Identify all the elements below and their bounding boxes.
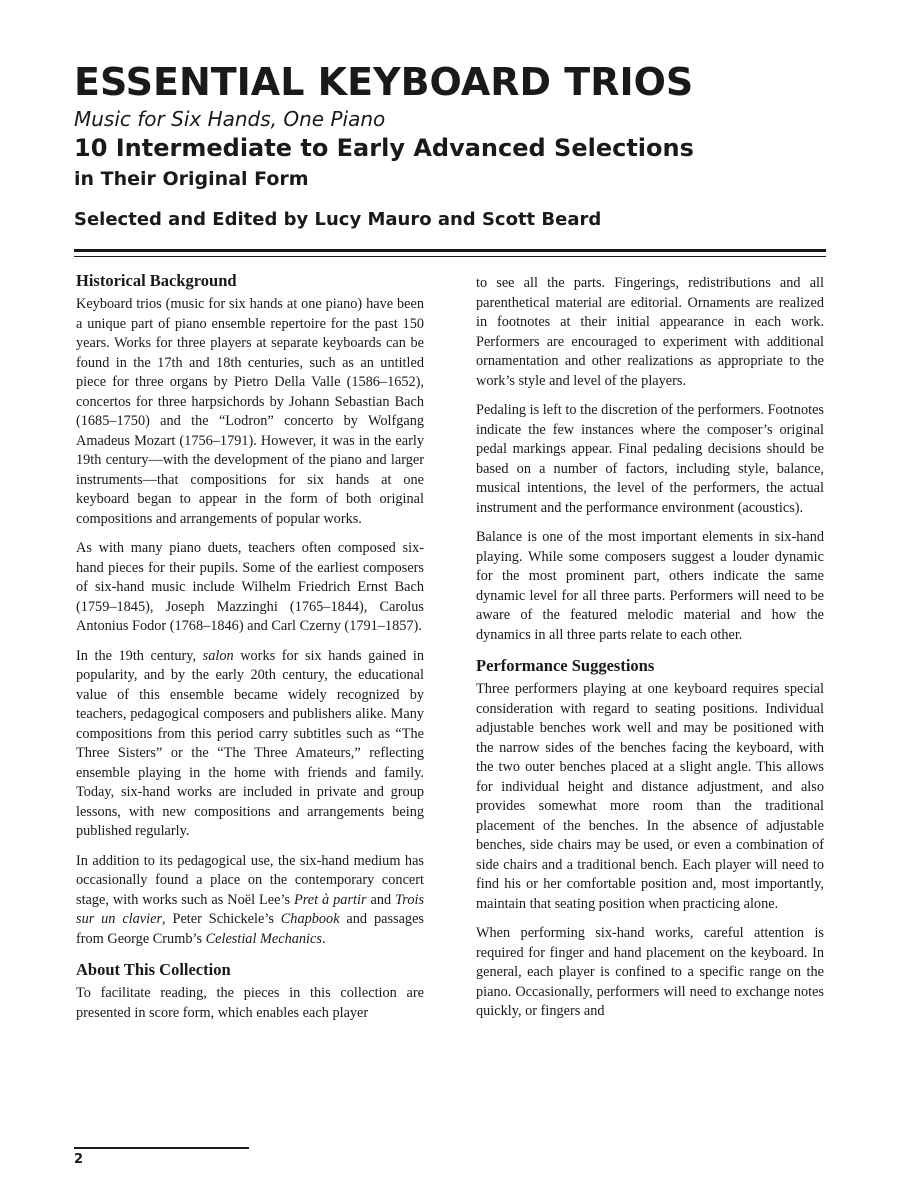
original-form-line: in Their Original Form: [74, 168, 309, 190]
right-column: [476, 274, 824, 1032]
paragraph: to see all the parts. Fingerings, redistributions and all parenthetical material are editorial. Ornaments are realized in footnotes at their initial appearance in each work. Performers are encouraged to experiment with additional ornamentation and other realizations as appropriate to the work’s style and level of the players.: [476, 275, 824, 389]
italic-term: salon: [202, 647, 234, 664]
heading-performance-suggestions: Performance Suggestions: [476, 656, 655, 675]
paragraph: To facilitate reading, the pieces in this collection are presented in score form, which enables each player: [76, 985, 424, 1021]
paragraph: Balance is one of the most important elements in six-hand playing. While some composers suggest a louder dynamic for the most prominent part, others indicate the same dynamic level for all three parts. Performers will need to be aware of the featured melodic material and how the dynamics in all three parts relate to each other.: [476, 529, 824, 643]
page-number: 2: [74, 1152, 84, 1167]
header-rule-thick: [74, 249, 826, 252]
page-header: [74, 60, 834, 232]
text-run: In addition to its pedagogical use, the six-hand medium has occasionally found a place on the contemporary concert stage, with works such as Noël Lee’s: [76, 852, 424, 908]
paragraph: Pedaling is left to the discretion of the performers. Footnotes indicate the few instances where the composer’s original pedal markings appear. Final pedaling decisions should be based on a number of factors, including style, balance, musical intentions, the level of the performers, the actual instrument and the performance environment (acoustics).: [476, 402, 824, 516]
text-run: , Peter Schickele’s: [162, 911, 281, 927]
left-column: [76, 270, 424, 1033]
work-title: Celestial Mechanics: [205, 930, 322, 947]
paragraph: Three performers playing at one keyboard requires special consideration with regard to seating positions. Individual adjustable benches work well and may be positioned with the narrow sides of the benches facing the keyboard, with the two outer benches placed at a slight angle. This allows for individual height and distance adjustment, and also provides somewhat more room than the traditional placement of the benches. In the absence of adjustable benches, side chairs may be used, or even a combination of side chairs and a traditional bench. Each player will need to find his or her comfortable position and, most importantly, maintain that seating position when practicing alone.: [476, 681, 824, 912]
header-rule-thin: [74, 256, 826, 257]
paragraph: As with many piano duets, teachers often composed six-hand pieces for their pupils. Some of the earliest composers of six-hand music include Wilhelm Friedrich Ernst Bach (1759–1845), Joseph Mazzinghi (1765–1844), Carolus Antonius Fodor (1768–1846) and Carl Czerny (1791–1857).: [76, 540, 424, 634]
work-title: Trois sur un clavier: [76, 891, 425, 927]
footer-rule: [74, 1147, 249, 1149]
text-run: In the 19th century,: [76, 647, 203, 664]
paragraph: [76, 852, 424, 950]
book-subtitle: Music for Six Hands, One Piano: [74, 107, 386, 131]
text-run: and passages from George Crumb’s: [76, 911, 424, 947]
book-title: ESSENTIAL KEYBOARD TRIOS: [74, 60, 694, 104]
heading-historical-background: Historical Background: [76, 271, 237, 290]
heading-about-collection: About This Collection: [76, 960, 231, 979]
editors-credit: Selected and Edited by Lucy Mauro and Scott Beard: [74, 209, 602, 230]
selections-line: 10 Intermediate to Early Advanced Selections: [74, 134, 694, 162]
work-title: Chapbook: [280, 911, 340, 927]
paragraph: [76, 647, 424, 842]
text-run: and: [366, 891, 396, 908]
paragraph: When performing six-hand works, careful attention is required for finger and hand placement on the keyboard. In general, each player is confined to a specific range on the piano. Occasionally, performers will need to exchange notes quickly, or fingers and: [476, 925, 824, 1019]
paragraph: Keyboard trios (music for six hands at one piano) have been a unique part of piano ensemble repertoire for the past 150 years. Works for three players at separate keyboards can be found in the 17th and 18th centuries, such as an untitled piece for three organs by Pietro Della Valle (1586–1652), concertos for three harpsichords by Johann Sebastian Bach (1685–1750) and the “Lodron” concerto by Wolfgang Amadeus Mozart (1756–1791). However, it was in the early 19th century—with the development of the piano and larger instruments—that compositions for six hands at one keyboard began to appear in the form of both original compositions and arrangements of popular works.: [76, 296, 424, 527]
work-title: Pret à partir: [293, 891, 367, 908]
text-run: works for six hands gained in popularity, and by the early 20th century, the educational value of this ensemble became widely recognized by teachers, pedagogical composers and publishers alike. Many compositions from this period carry subtitles such as “The Three Sisters” or the “The Three Amateurs,” reflecting ensemble playing in the home with friends and family. Today, six-hand works are included in private and group lessons, with new compositions and arrangements being published regularly.: [76, 647, 424, 839]
text-run: .: [321, 930, 326, 947]
